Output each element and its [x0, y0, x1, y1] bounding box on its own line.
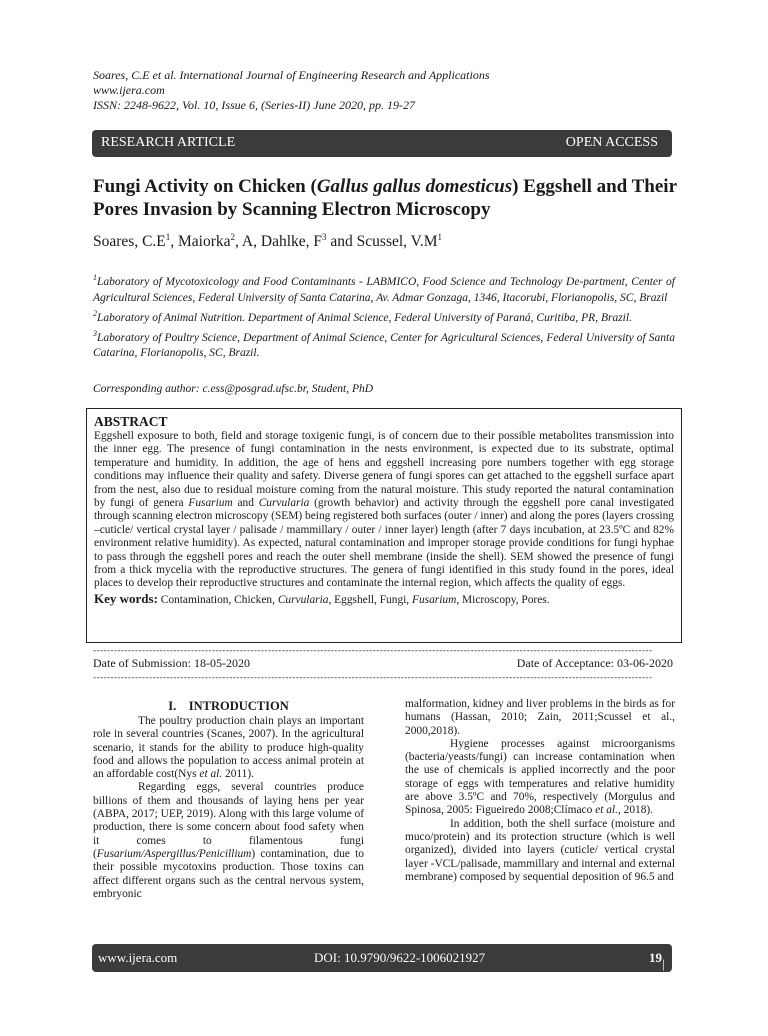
corresponding-author: Corresponding author: c.ess@posgrad.ufsc.br, Student, PhD	[93, 383, 374, 395]
column-left	[93, 698, 364, 901]
species-name: Gallus gallus domesticus	[316, 176, 513, 197]
running-header	[93, 68, 490, 113]
author: Maiorka	[178, 233, 231, 251]
paragraph: Hygiene processes against microorganisms (bacteria/yeasts/fungi) can increase contamination when the use of chemicals is applied incorrectly and the poor storage of eggs with temperatures and relative humidity are above 3.5ºC and 70%, respectively (Morgulus and Spinosa, 2005: Figueiredo 2008;Clímaco et al., 2018).	[405, 737, 675, 817]
divider: ----------------------------------------------------------------------------------------------------------------------------------------------------------------	[93, 672, 653, 682]
paragraph: Regarding eggs, several countries produce billions of them and thousands of laying hens per year (ABPA, 2017; UEP, 2019). Along with this large volume of production, there is some concern about food safety when it comes to filamentous fungi (Fusarium/Aspergillus/Penicillium) contamination, due to their possible mycotoxins production. Those toxins can affect different organs such as the central nervous system, embryonic	[93, 781, 364, 900]
issn-line: ISSN: 2248-9622, Vol. 10, Issue 6, (Series-II) June 2020, pp. 19-27	[93, 98, 415, 112]
author: Scussel, V.M	[356, 233, 438, 251]
abstract-box	[86, 408, 682, 643]
paragraph: The poultry production chain plays an important role in several countries (Scanes, 2007). In the agricultural scenario, it stands for the ability to produce high-quality food and allows the population to access animal protein at an affordable cost(Nys et al. 2011).	[93, 715, 364, 781]
open-access-label: OPEN ACCESS	[565, 135, 658, 150]
affiliation: $^1$Laboratory of Mycotoxicology and Food Contaminants - LABMICO, Food Science and Technology De-partment, Center of Agricultural Sciences, Federal University of Santa Catarina, Av. Admar Gonzaga, 1346, Itacorubi, Florianopolis, SC, Brazil	[93, 273, 675, 304]
footer-bar	[92, 944, 672, 1035]
author: Dahlke, F	[260, 233, 323, 251]
affiliation: $^3$Laboratory of Poultry Science, Department of Animal Science, Center for Agricultural Sciences, Federal University of Santa Catarina, Florianopolis, SC, Brazil.	[93, 328, 675, 360]
section-heading: I. INTRODUCTION	[168, 699, 289, 713]
paragraph: malformation, kidney and liver problems in the birds as for humans (Hassan, 2010; Zain, 2011;Scussel et al., 2000,2018).	[405, 698, 675, 737]
affiliation: $^2$Laboratory of Animal Nutrition. Department of Animal Science, Federal University of Paraná, Curitiba, PR, Brazil.	[93, 308, 632, 324]
dates-row	[93, 656, 673, 671]
page-number: 19 | P a g e	[649, 950, 669, 1035]
author: Soares, C.E	[93, 233, 166, 251]
keywords: Key words: Contamination, Chicken, Curvularia, Eggshell, Fungi, Fusarium, Microscopy, Pores.	[94, 590, 550, 606]
journal-website[interactable]: www.ijera.com	[93, 83, 165, 97]
author-list: Soares, $C.E^1$, Maiorka$^2$, A, Dahlke, $F^3$ and Scussel, $V.M^1$	[93, 232, 442, 251]
paragraph: In addition, both the shell surface (moisture and muco/protein) and its protection structure (which is well organized), divided into layers (cuticle/ vertical crystal layer -VCL/palisade, mammillary and internal and external membrane) composed by sequential deposition of 96.5 and	[405, 817, 675, 883]
abstract-heading: ABSTRACT	[94, 414, 168, 429]
keywords-label: Key words:	[94, 590, 158, 606]
footer-doi[interactable]: DOI: 10.9790/9622-1006021927	[314, 950, 486, 965]
abstract-text: Eggshell exposure to both, field and storage toxigenic fungi, is of concern due to their possible metabolites transmission into the inner egg. The presence of fungi contamination in the nests environment, is expected due to its substrate, optimal temperature and humidity. In addition, the age of hens and eggshell increasing pore numbers together with egg storage conditions may influence their quality and safety. Diverse genera of fungi spores can get attached to the eggshell surface apart from the nest, also due to residual moisture coming from the natural moisture. This study reported the natural contamination by fungi of genera Fusarium and Curvularia (growth behavior) and activity through the eggshell pore canal investigated through scanning electron microscopy (SEM) being registered both surfaces (outer / inner) and along the pores (layers crossing –cuticle/ vertical crystal layer / palisade / mammillary / outer / inner layer) length (after 7 days incubation, at 23.5ºC and 82% environment relative humidity). As expected, natural contamination and improper storage provide conditions for fungi hyphae to pass through the eggshell pores and reach the outer shell membrane (inside the shell). SEM showed the presence of fungi from a thick mycelia with the reproductive structures. The genera of fungi identified in this study found in the pores, ideal places to develop their reproductive structures and contaminate the internal region, which affects the quality of eggs.	[94, 430, 674, 590]
footer-website[interactable]: www.ijera.com	[98, 950, 178, 965]
column-right	[405, 698, 675, 884]
paper-title: Fungi Activity on Chicken (Gallus gallus domesticus) Eggshell and Their Pores Invasion by Scanning Electron Microscopy	[93, 176, 677, 220]
submission-date: Date of Submission: 18-05-2020	[93, 656, 250, 670]
divider: ----------------------------------------------------------------------------------------------------------------------------------------------------------------	[93, 645, 653, 655]
research-article-label: RESEARCH ARTICLE	[101, 135, 236, 150]
article-type-bar	[92, 130, 672, 157]
affiliations	[93, 270, 675, 361]
acceptance-date: Date of Acceptance: 03-06-2020	[516, 656, 673, 670]
journal-citation: Soares, C.E et al. International Journal of Engineering Research and Applications	[93, 68, 490, 82]
